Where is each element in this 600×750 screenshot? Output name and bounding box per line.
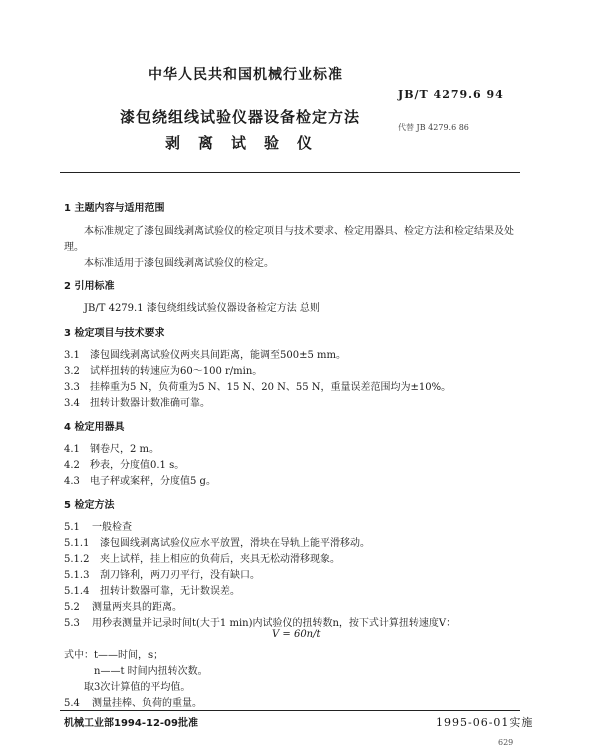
replaces-note: 代替 JB 4279.6 86 xyxy=(398,123,469,132)
clause-5-2 xyxy=(64,598,182,613)
clause-number: 3.2 xyxy=(64,366,80,377)
clause-5-3 xyxy=(64,614,456,629)
clause-4-2 xyxy=(64,456,184,471)
clause-number: 5.1.4 xyxy=(64,586,90,597)
clause-number: 3.1 xyxy=(64,350,80,361)
clause-text: 刮刀锋利，两刀刃平行，没有缺口。 xyxy=(100,570,260,581)
clause-5-1-4 xyxy=(64,582,240,597)
section-5-heading: 5 检定方法 xyxy=(64,500,115,511)
clause-text: 漆包圆线剥离试验仪两夹具间距离，能调至500±5 mm。 xyxy=(90,350,346,361)
clause-text: 漆包圆线剥离试验仪应水平放置，滑块在导轨上能平滑移动。 xyxy=(100,538,370,549)
header-divider xyxy=(60,172,520,173)
clause-number: 4.2 xyxy=(64,460,80,471)
document-title: 漆包绕组线试验仪器设备检定方法 xyxy=(120,108,361,126)
where-n-definition: n——t 时间内扭转次数。 xyxy=(94,666,208,677)
reference-item: JB/T 4279.1 漆包绕组线试验仪器设备检定方法 总则 xyxy=(84,303,320,314)
footer-divider xyxy=(60,710,520,711)
implementation-date: 1995-06-01实施 xyxy=(436,716,534,729)
clause-number: 3.4 xyxy=(64,398,80,409)
clause-number: 5.4 xyxy=(64,698,80,709)
clause-number: 4.1 xyxy=(64,444,80,455)
clause-text: 秒表，分度值0.1 s。 xyxy=(90,460,185,471)
average-note: 取3次计算值的平均值。 xyxy=(84,682,191,693)
section-1-paragraph-2: 本标准适用于漆包圆线剥离试验仪的检定。 xyxy=(84,258,274,269)
where-label: 式中： xyxy=(64,650,94,661)
speed-formula: V = 60n/t xyxy=(272,629,321,640)
clause-number: 5.3 xyxy=(64,618,80,629)
clause-number: 3.3 xyxy=(64,382,80,393)
clause-3-4 xyxy=(64,394,210,409)
clause-number: 5.1 xyxy=(64,522,80,533)
clause-text: 钢卷尺，2 m。 xyxy=(90,444,160,455)
clause-5-1 xyxy=(64,518,132,533)
clause-5-1-1 xyxy=(64,534,370,549)
clause-number: 5.2 xyxy=(64,602,80,613)
clause-3-2 xyxy=(64,362,262,377)
clause-number: 5.1.1 xyxy=(64,538,90,549)
section-4-heading: 4 检定用器具 xyxy=(64,422,125,433)
clause-number: 4.3 xyxy=(64,476,80,487)
clause-text: 扭转计数器可靠，无计数误差。 xyxy=(100,586,240,597)
clause-text: 挂棒重为5 N，负荷重为5 N、15 N、20 N、55 N，重量误差范围均为±10%。 xyxy=(90,382,452,393)
section-3-heading: 3 检定项目与技术要求 xyxy=(64,328,165,339)
document-subtitle: 剥离试验仪 xyxy=(165,134,331,152)
clause-text: 试样扭转的转速应为60～100 r/min。 xyxy=(90,366,263,377)
section-1-paragraph-1: 本标准规定了漆包圆线剥离试验仪的检定项目与技术要求、检定用器具、检定方法和检定结果及处 xyxy=(84,226,514,237)
clause-number: 5.1.2 xyxy=(64,554,90,565)
clause-5-1-3 xyxy=(64,566,260,581)
clause-text: 扭转计数器计数准确可靠。 xyxy=(90,398,210,409)
approval-date: 机械工业部1994-12-09批准 xyxy=(64,718,198,729)
clause-text: 电子秤或案秤，分度值5 g。 xyxy=(90,476,216,487)
standard-number: JB/T 4279.6 94 xyxy=(398,88,504,101)
clause-text: 一般检查 xyxy=(92,522,132,533)
clause-4-1 xyxy=(64,440,159,455)
issuing-body: 中华人民共和国机械行业标准 xyxy=(148,67,343,83)
clause-5-4 xyxy=(64,694,202,709)
where-t-definition: t——时间，s； xyxy=(94,650,164,661)
clause-text: 用秒表测量并记录时间t(大于1 min)内试验仪的扭转数n，按下式计算扭转速度V： xyxy=(92,618,457,629)
clause-text: 夹上试样，挂上相应的负荷后，夹具无松动滑移现象。 xyxy=(100,554,340,565)
clause-3-1 xyxy=(64,346,346,361)
section-2-heading: 2 引用标准 xyxy=(64,281,115,292)
clause-text: 测量两夹具的距离。 xyxy=(92,602,182,613)
section-1-heading: 1 主题内容与适用范围 xyxy=(64,203,165,214)
page-number: 629 xyxy=(498,738,514,747)
section-1-paragraph-1-cont: 理。 xyxy=(64,242,84,253)
clause-4-3 xyxy=(64,472,216,487)
clause-text: 测量挂棒、负荷的重量。 xyxy=(92,698,202,709)
clause-number: 5.1.3 xyxy=(64,570,90,581)
clause-3-3 xyxy=(64,378,451,393)
clause-5-1-2 xyxy=(64,550,340,565)
